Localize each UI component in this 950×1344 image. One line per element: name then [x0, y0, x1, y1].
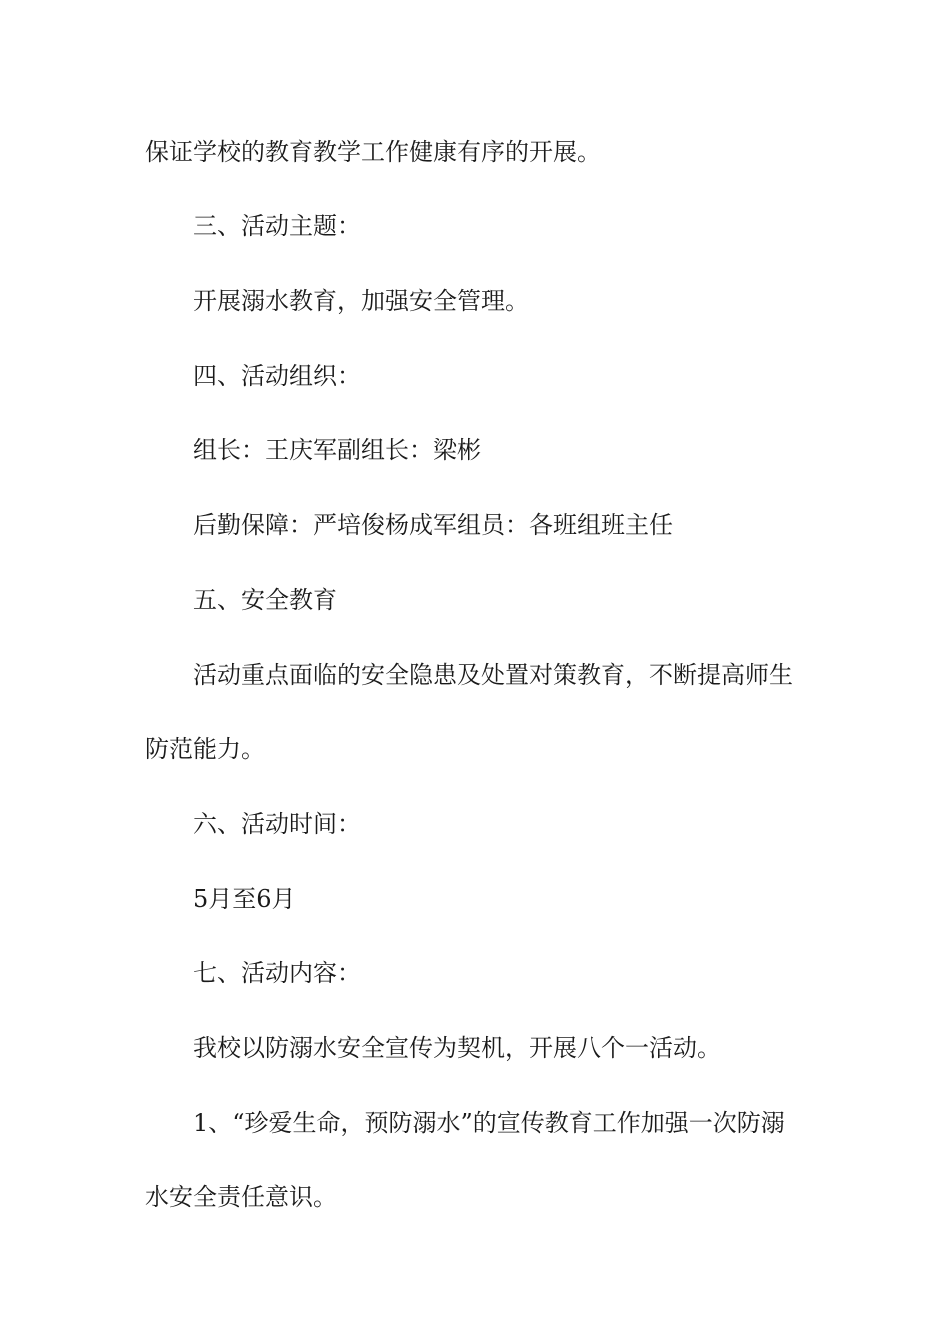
paragraph-line-logistics: 后勤保障：严培俊杨成军组员：各班组班主任: [193, 511, 673, 539]
section-heading-theme: 三、活动主题：: [193, 212, 361, 240]
paragraph-line-content: 我校以防溺水安全宣传为契机，开展八个一活动。: [193, 1034, 721, 1062]
section-heading-safety-education: 五、安全教育: [193, 586, 337, 614]
list-item-1-line-2: 水安全责任意识。: [145, 1183, 337, 1211]
list-item-1-line-1: 1、“珍爱生命，预防溺水”的宣传教育工作加强一次防溺: [193, 1109, 785, 1137]
paragraph-line-1: 保证学校的教育教学工作健康有序的开展。: [145, 138, 601, 166]
section-heading-time: 六、活动时间：: [193, 810, 361, 838]
section-heading-organization: 四、活动组织：: [193, 362, 361, 390]
paragraph-line-safety-1: 活动重点面临的安全隐患及处置对策教育，不断提高师生: [193, 661, 793, 689]
paragraph-line-safety-2: 防范能力。: [145, 735, 265, 763]
section-heading-content: 七、活动内容：: [193, 959, 361, 987]
paragraph-line-leaders: 组长：王庆军副组长：梁彬: [193, 436, 481, 464]
paragraph-line-time: 5月至6月: [193, 885, 296, 913]
paragraph-line-theme: 开展溺水教育，加强安全管理。: [193, 287, 529, 315]
